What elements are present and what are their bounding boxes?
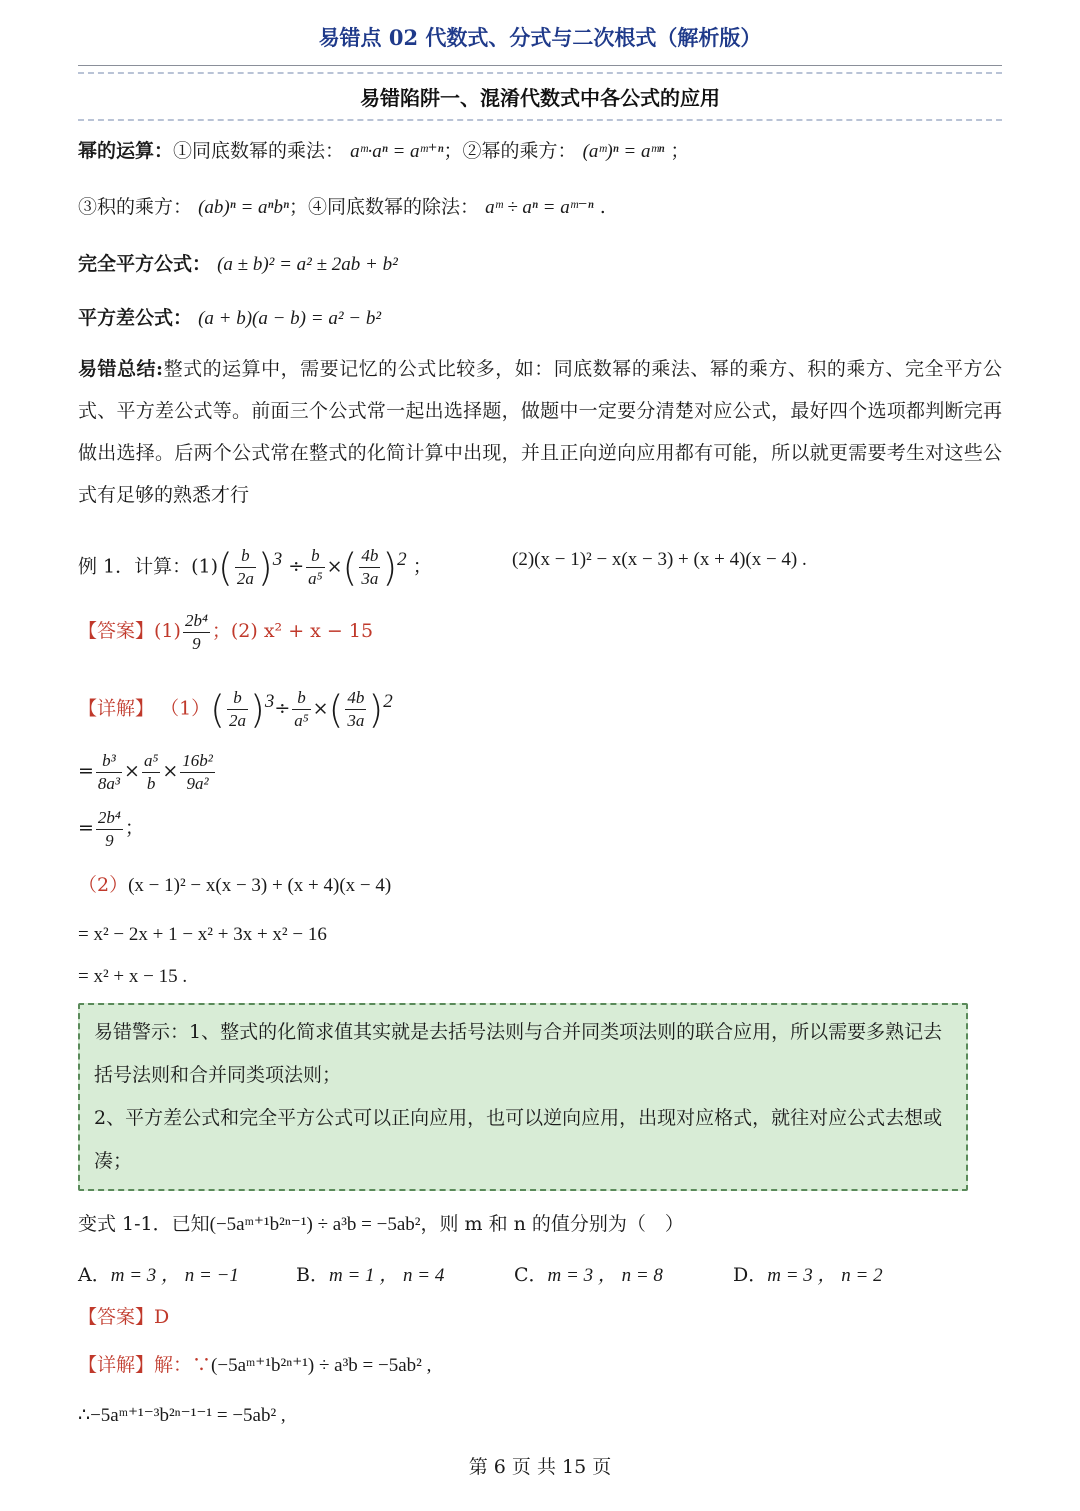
detail-step4: = x² + x − 15 . [78,966,188,987]
power-rule4-text: ；④同底数幂的除法： [289,196,480,218]
frac1-den: 2a [236,568,254,588]
therefore-expr: −5aᵐ⁺¹⁻³b²ⁿ⁻¹⁻¹ = −5ab² , [90,1405,286,1426]
frac3-num: 4b [359,545,380,568]
document-header-title: 易错点 02 代数式、分式与二次根式（解析版） [318,25,762,50]
answer-frac [183,610,210,655]
variant-question-text: ，则 m 和 n 的值分别为（ ） [420,1213,684,1235]
right-paren: ) [257,545,273,590]
detail-frac3-exponent: 2 [383,691,393,712]
option-a[interactable] [78,1260,239,1291]
power-rule4-formula: aᵐ ÷ aⁿ = aᵐ⁻ⁿ [485,197,594,218]
option-b[interactable] [296,1260,444,1291]
detail-frac1-den: 2a [228,710,246,730]
variant-detail-expr: (−5aᵐ⁺¹b²ⁿ⁺¹) ÷ a³b = −5ab² , [211,1355,432,1376]
power-rule1-formula: aᵐ·aⁿ = aᵐ⁺ⁿ [350,141,444,162]
example1-problem [78,530,432,597]
power-rule2-text: ；②幂的乘方： [443,140,577,162]
option-a-value: m = 3 ， n = −1 [110,1265,239,1286]
detail-part2-label: （2） [78,874,129,896]
option-d-letter: D． [733,1264,768,1286]
step2-eq: = [78,817,94,839]
summary-paragraph [78,348,1002,516]
header-dashed-rule [78,72,1002,74]
detail-frac1-num: b [227,687,248,710]
detail-p2 [78,870,391,901]
step1-times2: × [162,760,179,782]
example1-frac1 [235,545,256,590]
power-rule2-end: ； [670,140,690,162]
step1-frac3 [180,750,215,795]
summary-label: 易错总结: [78,358,164,380]
answer-label: 【答案】 [78,620,155,642]
frac1-num: b [235,545,256,568]
example1-frac2 [306,545,324,590]
summary-text: 整式的运算中，需要记忆的公式比较多，如：同底数幂的乘法、幂的乘方、积的乘方、完全平方公式、平方差公式等。前面三个公式常一起出选择题，做题中一定要分清楚对应公式，最好四个选项都判断完再做出选择。后两个公式常在整式的化简计算中出现，并且正向逆向应用都有可能，所以就更需要考生对这些公式有足够的熟悉才行 [78,358,1002,506]
step1-frac1 [96,750,122,795]
power-rule1-text: ①同底数幂的乘法： [173,140,345,162]
power-label: 幂的运算： [78,140,174,162]
detail-div-sign: ÷ [274,697,291,720]
example1-frac3 [359,545,380,590]
example1-answer [78,606,373,656]
header-rule [78,65,1002,66]
step2-frac-den: 9 [105,830,114,850]
right-paren: ) [368,687,384,732]
variant-answer [78,1302,169,1332]
detail-frac3-den: 3a [347,710,365,730]
answer-part2: (2) x² + x − 15 [230,620,374,642]
step1-frac2-num: a⁵ [142,750,160,773]
detail-frac1 [227,687,248,732]
option-c[interactable] [514,1260,663,1291]
variant-label: 变式 1-1．已知 [78,1213,210,1235]
option-d-value: m = 3 ， n = 2 [767,1265,883,1286]
variant-detail-text: 解：∵ [154,1354,212,1376]
diff-squares-formula: (a + b)(a − b) = a² − b² [198,308,382,329]
times-sign: × [326,555,343,578]
frac2-den: a⁵ [308,568,323,588]
detail-frac3-num: 4b [345,687,366,710]
step1-frac1-den: 8a³ [97,773,121,793]
variant-answer-label: 【答案】 [78,1306,155,1328]
page-footer: 第 6 页 共 15 页 [468,1456,612,1478]
option-c-letter: C． [514,1264,548,1286]
warning-text-1: 易错警示：1、整式的化简求值其实就是去括号法则与合并同类项法则的联合应用，所以需要多熟记去括号法则和合并同类项法则； [94,1021,943,1086]
variant-answer-value: D [154,1306,170,1328]
example1-detail-p1 [78,672,393,739]
detail-step2 [78,803,144,853]
frac2-num: b [306,545,324,568]
detail-frac1-exponent: 3 [264,691,275,712]
variant-question [78,1209,684,1240]
power-rule3-text: ③积的乘方： [78,196,193,218]
example1-label: 例 1．计算：(1) [78,555,219,578]
step1-frac3-den: 9a² [186,773,209,793]
frac1-exponent: 3 [272,549,283,570]
power-rule4-end: . [599,196,606,218]
step2-frac [96,807,123,852]
step1-times1: × [124,760,140,782]
step2-frac-num: 2b⁴ [96,807,123,830]
step1-frac1-num: b³ [96,750,122,773]
frac3-exponent: 2 [397,549,407,570]
frac3-den: 3a [361,568,379,588]
detail-frac3 [345,687,366,732]
step1-eq: = [78,760,94,782]
option-b-letter: B． [296,1264,329,1286]
left-paren: ( [328,687,344,732]
section-dashed-rule [78,119,1002,121]
perfect-square-line [78,249,398,280]
step1-frac3-num: 16b² [180,750,215,773]
variant-detail [78,1350,431,1381]
left-paren: ( [342,545,358,590]
part1-end: ； [412,555,432,578]
variant-detail-label: 【详解】 [78,1354,155,1376]
detail-frac2 [292,687,310,732]
right-paren: ) [249,687,265,732]
detail-step3: = x² − 2x + 1 − x² + 3x + x² − 16 [78,924,327,945]
answer-part1-label: (1) [154,620,181,642]
answer-frac-den: 9 [192,633,201,653]
power-rule2-formula: (aᵐ)ⁿ = aᵐⁿ [582,141,665,162]
warning-text-2: 2、平方差公式和完全平方公式可以正向应用，也可以逆向应用，出现对应格式，就往对应公式去想或凑； [94,1107,943,1172]
left-paren: ( [218,545,233,590]
perfect-square-formula: (a ± b)² = a² ± 2ab + b² [217,254,398,275]
diff-squares-line [78,303,381,334]
detail-frac2-den: a⁵ [294,710,309,730]
option-a-letter: A． [78,1264,111,1286]
option-c-value: m = 3 ， n = 8 [547,1265,663,1286]
example1-part2: (2)(x − 1)² − x(x − 3) + (x + 4)(x − 4) . [512,549,807,570]
left-paren: ( [210,687,225,732]
therefore-symbol: ∴ [78,1404,91,1426]
section-title: 易错陷阱一、混淆代数式中各公式的应用 [360,86,720,110]
detail-step1 [78,746,217,796]
perfect-square-label: 完全平方公式： [78,253,212,275]
power-rules-line-1 [78,136,689,167]
step1-frac2-den: b [146,773,156,793]
warning-text [94,1011,952,1183]
step2-end: ； [124,817,144,839]
right-paren: ) [382,545,398,590]
diff-squares-label: 平方差公式： [78,307,193,329]
detail-label: 【详解】 [78,697,155,720]
variant-expr: (−5aᵐ⁺¹b²ⁿ⁻¹) ÷ a³b = −5ab² [209,1214,421,1235]
detail-part2-expr: (x − 1)² − x(x − 3) + (x + 4)(x − 4) [128,875,392,896]
option-b-value: m = 1 ， n = 4 [328,1265,445,1286]
power-rules-line-2 [78,192,606,223]
power-rule3-formula: (ab)ⁿ = aⁿbⁿ [198,197,289,218]
answer-frac-num: 2b⁴ [183,610,210,633]
div-sign: ÷ [288,555,305,578]
option-d[interactable] [733,1260,883,1291]
detail-times-sign: × [312,697,329,720]
answer-sep: ； [211,620,231,642]
detail-frac2-num: b [292,687,310,710]
detail-part1-label: （1） [160,697,211,720]
step1-frac2 [142,750,160,795]
variant-therefore [78,1400,286,1431]
